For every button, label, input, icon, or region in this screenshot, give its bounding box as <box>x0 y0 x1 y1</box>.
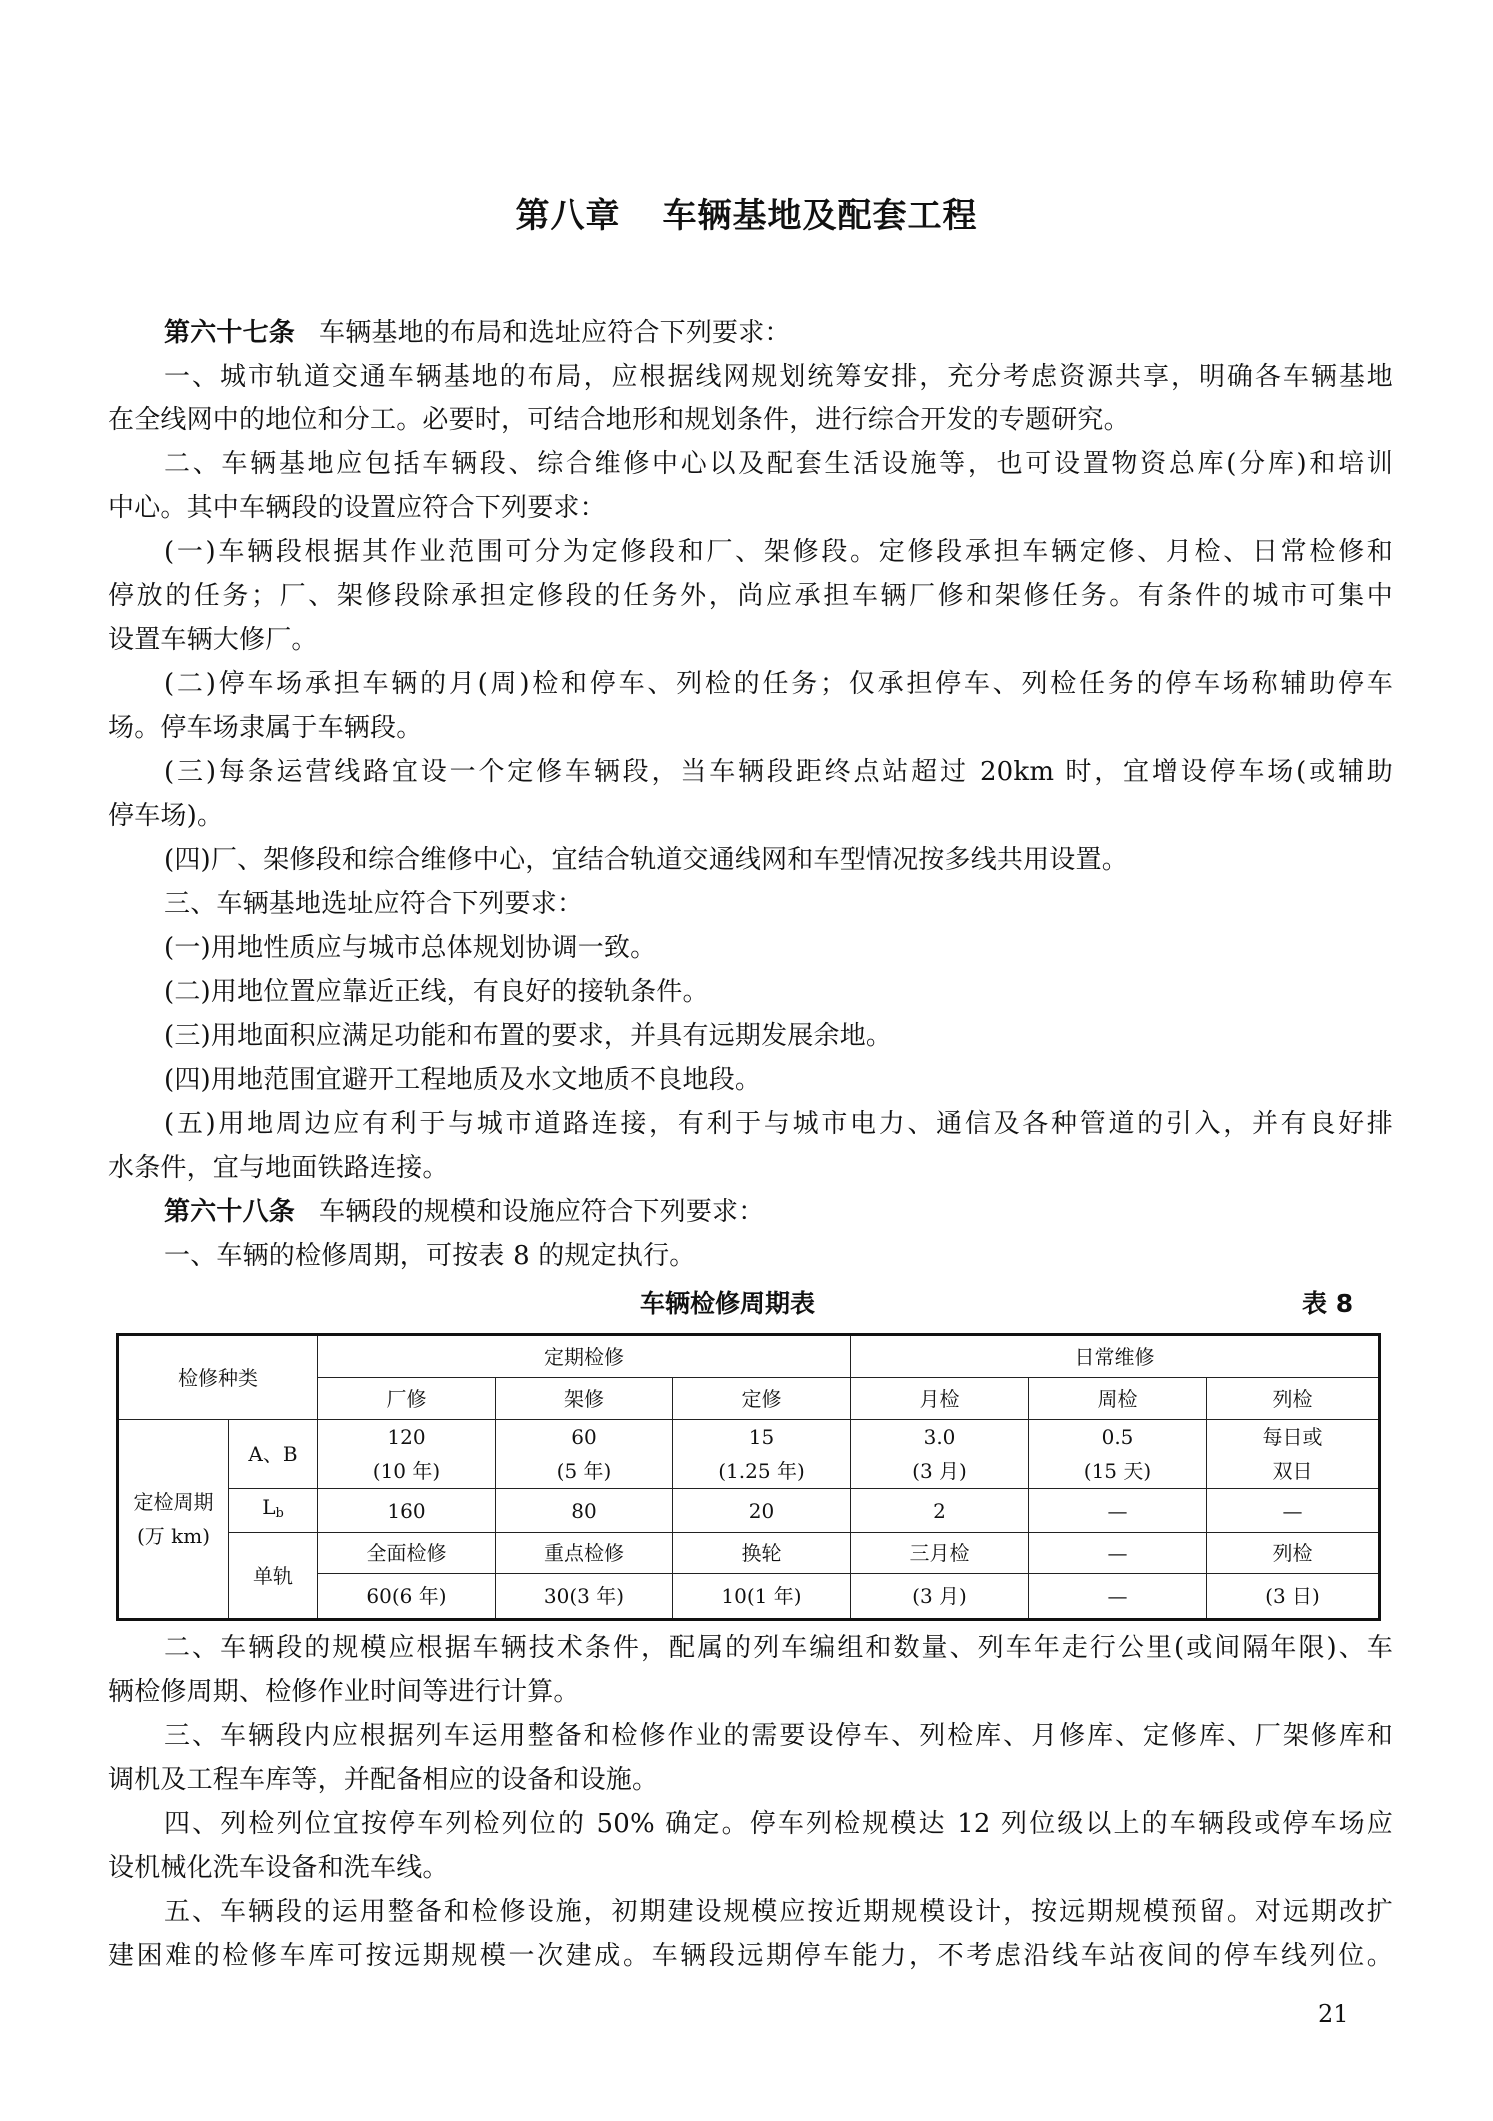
table-cell: 30(3 年) <box>496 1574 673 1620</box>
table-cell: — <box>1029 1574 1207 1620</box>
paragraph-line: 三、车辆段内应根据列车运用整备和检修作业的需要设停车、列检库、月修库、定修库、厂架修库和 <box>164 1721 1393 1751</box>
table-cell: — <box>1029 1489 1207 1533</box>
paragraph-line: 二、车辆基地应包括车辆段、综合维修中心以及配套生活设施等，也可设置物资总库(分库)和培训 <box>164 449 1393 479</box>
corner-header: 检修种类 <box>118 1335 318 1420</box>
page-number: 21 <box>1318 2000 1349 2028</box>
table-cell: 120 (10 年) <box>318 1420 496 1489</box>
paragraph-line: 在全线网中的地位和分工。必要时，可结合地形和规划条件，进行综合开发的专题研究。 <box>108 405 1130 435</box>
vehicle-type: A、B <box>229 1420 318 1489</box>
table-cell: 重点检修 <box>496 1533 673 1574</box>
paragraph-line: 一、车辆的检修周期，可按表 8 的规定执行。 <box>164 1241 696 1271</box>
table-cell: (3 日) <box>1207 1574 1380 1620</box>
chapter-name: 车辆基地及配套工程 <box>662 196 978 236</box>
group-header-periodic: 定期检修 <box>318 1335 851 1378</box>
chapter-number: 第八章 <box>515 196 621 236</box>
row-group-label-line: 定检周期 <box>133 1490 214 1514</box>
table-cell: 10(1 年) <box>673 1574 851 1620</box>
paragraph-line: 设机械化洗车设备和洗车线。 <box>108 1853 449 1883</box>
column-header: 厂修 <box>318 1378 496 1420</box>
table-row <box>118 1420 1380 1489</box>
group-header-daily: 日常维修 <box>851 1335 1380 1378</box>
table-cell: 20 <box>673 1489 851 1533</box>
table-cell: 60(6 年) <box>318 1574 496 1620</box>
table-cell: 全面检修 <box>318 1533 496 1574</box>
paragraph-line: (五)用地周边应有利于与城市道路连接，有利于与城市电力、通信及各种管道的引入，并有良好排 <box>164 1109 1393 1139</box>
table-row <box>118 1533 1380 1574</box>
table-cell: 15 (1.25 年) <box>673 1420 851 1489</box>
paragraph-line: (三)每条运营线路宜设一个定修车辆段，当车辆段距终点站超过 20km 时，宜增设停车场(或辅助 <box>164 757 1393 787</box>
chapter-title <box>0 188 1493 237</box>
column-header: 架修 <box>496 1378 673 1420</box>
paragraph-line: 场。停车场隶属于车辆段。 <box>108 713 423 743</box>
table-cell: — <box>1207 1489 1380 1533</box>
table-cell: 列检 <box>1207 1533 1380 1574</box>
article-label: 第六十七条 <box>164 318 296 348</box>
article-heading-text: 车辆段的规模和设施应符合下列要求： <box>319 1197 765 1227</box>
paragraph-line: 二、车辆段的规模应根据车辆技术条件，配属的列车编组和数量、列车年走行公里(或间隔年限)、车 <box>164 1633 1393 1663</box>
table-cell: 80 <box>496 1489 673 1533</box>
paragraph-line: 四、列检列位宜按停车列检列位的 50% 确定。停车列检规模达 12 列位级以上的车辆段或停车场应 <box>164 1809 1393 1839</box>
paragraph-line: (二)停车场承担车辆的月(周)检和停车、列检的任务；仅承担停车、列检任务的停车场称辅助停车 <box>164 669 1393 699</box>
paragraph-line: (一)用地性质应与城市总体规划协调一致。 <box>164 933 657 963</box>
paragraph-line: 一、城市轨道交通车辆基地的布局，应根据线网规划统筹安排，充分考虑资源共享，明确各车辆基地 <box>164 362 1393 392</box>
table-cell: 三月检 <box>851 1533 1029 1574</box>
table-cell: 2 <box>851 1489 1029 1533</box>
paragraph-line: 三、车辆基地选址应符合下列要求： <box>164 889 584 919</box>
table-title: 车辆检修周期表 <box>640 1289 816 1318</box>
table-number: 表 8 <box>1302 1289 1354 1318</box>
table-cell: 160 <box>318 1489 496 1533</box>
vehicle-type: 单轨 <box>229 1533 318 1620</box>
paragraph-line: (四)用地范围宜避开工程地质及水文地质不良地段。 <box>164 1065 762 1095</box>
paragraph-line: 中心。其中车辆段的设置应符合下列要求： <box>108 493 606 523</box>
column-header: 定修 <box>673 1378 851 1420</box>
table-cell: (3 月) <box>851 1574 1029 1620</box>
maintenance-cycle-table <box>116 1333 1381 1621</box>
table-cell: 3.0 (3 月) <box>851 1420 1029 1489</box>
row-group-label-line: (万 km) <box>136 1524 211 1548</box>
paragraph-line: 设置车辆大修厂。 <box>108 625 318 655</box>
paragraph-line: (二)用地位置应靠近正线，有良好的接轨条件。 <box>164 977 709 1007</box>
paragraph-line: 停放的任务；厂、架修段除承担定修段的任务外，尚应承担车辆厂修和架修任务。有条件的城市可集中 <box>108 581 1393 611</box>
table-cell: 每日或 双日 <box>1207 1420 1380 1489</box>
column-header: 月检 <box>851 1378 1029 1420</box>
paragraph-line: 停车场)。 <box>108 801 224 831</box>
paragraph-line: 建困难的检修车库可按远期规模一次建成。车辆段远期停车能力，不考虑沿线车站夜间的停车线列位。 <box>108 1941 1393 1971</box>
paragraph-line: 调机及工程车库等，并配备相应的设备和设施。 <box>108 1765 659 1795</box>
paragraph-line: (四)厂、架修段和综合维修中心，宜结合轨道交通线网和车型情况按多线共用设置。 <box>164 845 1128 875</box>
paragraph-line: 辆检修周期、检修作业时间等进行计算。 <box>108 1677 580 1707</box>
article-68-heading <box>164 1197 1393 1227</box>
paragraph-line: 水条件，宜与地面铁路连接。 <box>108 1153 449 1183</box>
column-header: 列检 <box>1207 1378 1380 1420</box>
table-cell: 0.5 (15 天) <box>1029 1420 1207 1489</box>
table-header-row <box>118 1335 1380 1378</box>
paragraph-line: (一)车辆段根据其作业范围可分为定修段和厂、架修段。定修段承担车辆定修、月检、日常检修和 <box>164 537 1393 567</box>
paragraph-line: (三)用地面积应满足功能和布置的要求，并具有远期发展余地。 <box>164 1021 893 1051</box>
article-67-heading <box>164 318 1393 348</box>
table-row <box>118 1489 1380 1533</box>
article-label: 第六十八条 <box>164 1197 296 1227</box>
paragraph-line: 五、车辆段的运用整备和检修设施，初期建设规模应按近期规模设计，按远期规模预留。对远期改扩 <box>164 1897 1393 1927</box>
column-header: 周检 <box>1029 1378 1207 1420</box>
table-cell: — <box>1029 1533 1207 1574</box>
table-cell: 换轮 <box>673 1533 851 1574</box>
table-cell: 60 (5 年) <box>496 1420 673 1489</box>
row-group-label <box>118 1420 229 1620</box>
vehicle-type: $L_b$ <box>229 1489 318 1533</box>
article-heading-text: 车辆基地的布局和选址应符合下列要求： <box>319 318 791 348</box>
